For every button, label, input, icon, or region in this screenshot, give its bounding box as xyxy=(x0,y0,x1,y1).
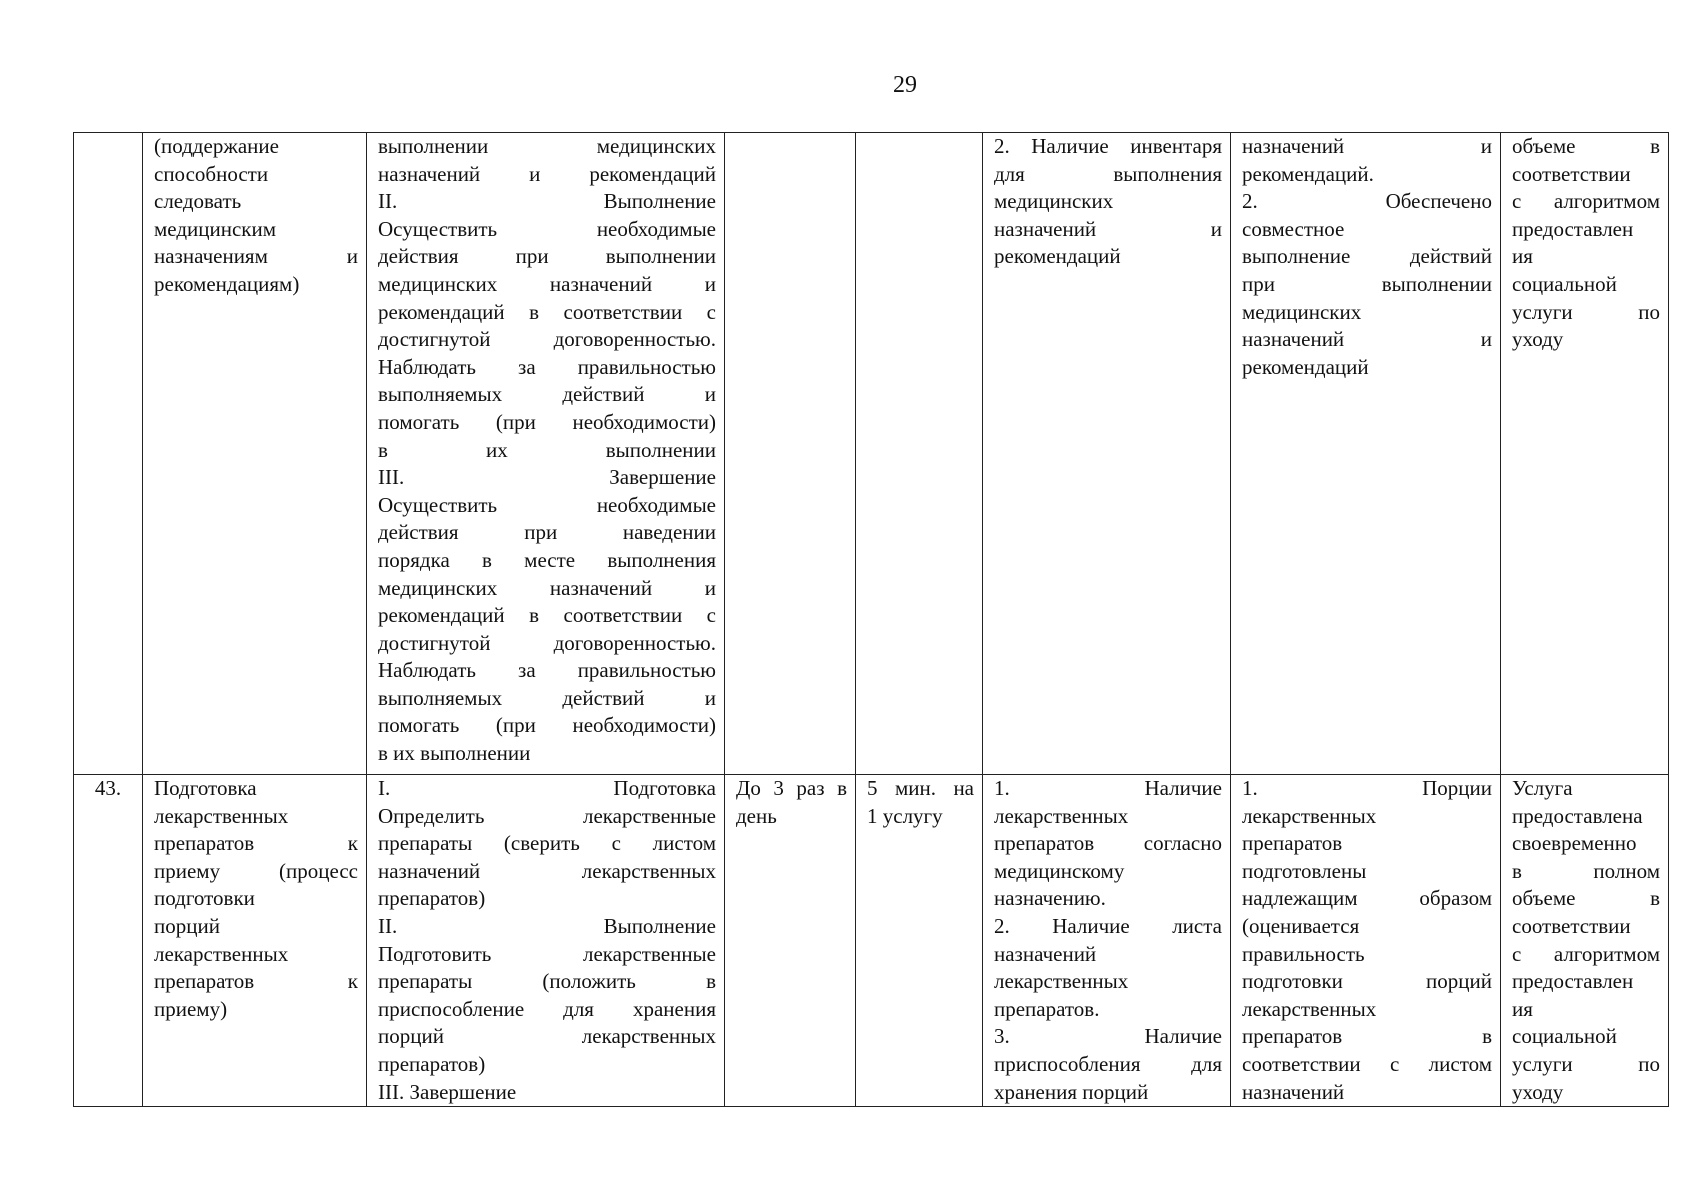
cell-line: надлежащим образом xyxy=(1242,886,1492,911)
cell-line: своевременно xyxy=(1512,831,1637,856)
cell-line: назначению. xyxy=(994,886,1106,911)
cell-line: действия при наведении xyxy=(378,520,716,545)
cell-line: препаратов в xyxy=(1242,1024,1492,1049)
cell-line: I. Подготовка xyxy=(378,776,716,800)
cell-line: 3. Наличие xyxy=(994,1024,1222,1049)
cell-line: лекарственных xyxy=(994,803,1129,828)
cell-line: II. Выполнение xyxy=(378,189,716,214)
cell-line: в их выполнении xyxy=(378,741,531,766)
cell-line: приспособления для xyxy=(994,1051,1222,1076)
cell-conditions xyxy=(983,775,1231,1107)
cell-line: рекомендаций xyxy=(994,244,1121,269)
cell-line: 1 услугу xyxy=(867,803,943,828)
cell-line: объеме в xyxy=(1512,886,1660,911)
cell-line: (оценивается xyxy=(1242,913,1360,938)
cell-line: достигнутой договоренностью. xyxy=(378,327,716,352)
cell-number xyxy=(74,133,143,775)
cell-line: назначений xyxy=(994,941,1097,966)
cell-line: подготовки xyxy=(154,886,255,911)
cell-line: ия xyxy=(1512,244,1533,269)
cell-line: с алгоритмом xyxy=(1512,189,1660,214)
cell-periodicity xyxy=(725,775,856,1107)
cell-line: назначений и xyxy=(994,216,1222,241)
table-row xyxy=(74,775,1669,1107)
cell-line: хранения порций xyxy=(994,1079,1149,1104)
cell-line: выполняемых действий и xyxy=(378,382,716,407)
cell-line: Осуществить необходимые xyxy=(378,492,716,517)
cell-evaluation xyxy=(1501,775,1669,1107)
services-table xyxy=(73,132,1669,1107)
cell-line: препаратов. xyxy=(994,996,1100,1021)
cell-line: Осуществить необходимые xyxy=(378,216,716,241)
cell-line: 1. Порции xyxy=(1242,776,1492,800)
cell-line: с алгоритмом xyxy=(1512,941,1660,966)
cell-duration xyxy=(856,775,983,1107)
cell-line: предоставлен xyxy=(1512,216,1634,241)
cell-line: день xyxy=(736,803,777,828)
cell-service-name xyxy=(143,133,367,775)
cell-line: назначений xyxy=(1242,1079,1345,1104)
cell-number: 43. xyxy=(74,775,143,1107)
cell-line: лекарственных xyxy=(154,941,289,966)
cell-procedure xyxy=(367,133,725,775)
cell-line: подготовки порций xyxy=(1242,969,1492,994)
cell-line: препаратов xyxy=(1242,831,1343,856)
cell-line: 2. Наличие листа xyxy=(994,913,1222,938)
cell-line: медицинских xyxy=(994,189,1114,214)
cell-line: порций xyxy=(154,913,220,938)
cell-line: приспособление для хранения xyxy=(378,996,716,1021)
cell-line: в полном xyxy=(1512,858,1660,883)
cell-line: в их выполнении xyxy=(378,437,716,462)
cell-line: медицинских xyxy=(1242,299,1362,324)
cell-service-name xyxy=(143,775,367,1107)
cell-line: объеме в xyxy=(1512,134,1660,158)
cell-line: соответствии xyxy=(1512,913,1631,938)
cell-line: рекомендаций в соответствии с xyxy=(378,299,716,324)
cell-line: приему) xyxy=(154,996,228,1021)
cell-line: (поддержание xyxy=(154,134,279,158)
cell-line: медицинских назначений и xyxy=(378,271,716,296)
cell-line: препаратов к xyxy=(154,969,358,994)
cell-line: услуги по xyxy=(1512,299,1660,324)
cell-line: выполняемых действий и xyxy=(378,685,716,710)
cell-line: совместное xyxy=(1242,216,1345,241)
cell-line: услуги по xyxy=(1512,1051,1660,1076)
cell-line: выполнение действий xyxy=(1242,244,1492,269)
cell-line: предоставлена xyxy=(1512,803,1643,828)
cell-line: Подготовить лекарственные xyxy=(378,941,716,966)
cell-line: До 3 раз в xyxy=(736,776,847,800)
cell-line: рекомендаций. xyxy=(1242,161,1374,186)
cell-line: социальной xyxy=(1512,271,1617,296)
cell-line: правильность xyxy=(1242,941,1365,966)
cell-line: назначений и xyxy=(1242,134,1492,158)
cell-line: препаратов) xyxy=(378,886,486,911)
cell-line: II. Выполнение xyxy=(378,913,716,938)
cell-line: достигнутой договоренностью. xyxy=(378,630,716,655)
cell-line: порций лекарственных xyxy=(378,1024,716,1049)
cell-line: Наблюдать за правильностью xyxy=(378,354,716,379)
cell-line: препараты (сверить с листом xyxy=(378,831,716,856)
cell-line: лекарственных xyxy=(154,803,289,828)
cell-line: при выполнении xyxy=(1242,271,1492,296)
cell-line: помогать (при необходимости) xyxy=(378,409,716,434)
cell-line: медицинских назначений и xyxy=(378,575,716,600)
cell-line: 1. Наличие xyxy=(994,776,1222,800)
cell-line: способности xyxy=(154,161,269,186)
cell-duration xyxy=(856,133,983,775)
cell-line: Подготовка xyxy=(154,776,257,800)
cell-line: Услуга xyxy=(1512,776,1573,800)
cell-line: лекарственных xyxy=(994,969,1129,994)
cell-line: уходу xyxy=(1512,327,1564,352)
cell-line: предоставлен xyxy=(1512,969,1634,994)
cell-line: назначений лекарственных xyxy=(378,858,716,883)
cell-line: назначениям и xyxy=(154,244,358,269)
cell-line: рекомендаций xyxy=(1242,354,1369,379)
cell-line: соответствии xyxy=(1512,161,1631,186)
cell-line: препаратов к xyxy=(154,831,358,856)
cell-conditions xyxy=(983,133,1231,775)
cell-indicators xyxy=(1231,775,1501,1107)
cell-line: следовать xyxy=(154,189,242,214)
cell-line: для выполнения xyxy=(994,161,1222,186)
cell-line: назначений и рекомендаций xyxy=(378,161,716,186)
cell-indicators xyxy=(1231,133,1501,775)
cell-line: III. Завершение xyxy=(378,465,716,490)
cell-line: рекомендаций в соответствии с xyxy=(378,603,716,628)
cell-line: препаратов согласно xyxy=(994,831,1222,856)
cell-line: препараты (положить в xyxy=(378,969,716,994)
cell-line: 2. Обеспечено xyxy=(1242,189,1492,214)
cell-line: Наблюдать за правильностью xyxy=(378,658,716,683)
cell-line: социальной xyxy=(1512,1024,1617,1049)
cell-line: медицинским xyxy=(154,216,277,241)
cell-line: III. Завершение xyxy=(378,1079,517,1104)
cell-line: медицинскому xyxy=(994,858,1125,883)
cell-line: помогать (при необходимости) xyxy=(378,713,716,738)
cell-line: порядка в месте выполнения xyxy=(378,547,716,572)
cell-line: 2. Наличие инвентаря xyxy=(994,134,1222,158)
cell-periodicity xyxy=(725,133,856,775)
cell-line: лекарственных xyxy=(1242,996,1377,1021)
cell-line: лекарственных xyxy=(1242,803,1377,828)
cell-line: рекомендациям) xyxy=(154,271,300,296)
cell-line: действия при выполнении xyxy=(378,244,716,269)
table-row xyxy=(74,133,1669,775)
cell-line: выполнении медицинских xyxy=(378,134,716,158)
cell-line: ия xyxy=(1512,996,1533,1021)
cell-evaluation xyxy=(1501,133,1669,775)
cell-line: препаратов) xyxy=(378,1051,486,1076)
cell-line: приему (процесс xyxy=(154,858,358,883)
cell-line: 5 мин. на xyxy=(867,776,974,800)
cell-line: соответствии с листом xyxy=(1242,1051,1492,1076)
cell-line: подготовлены xyxy=(1242,858,1367,883)
cell-procedure xyxy=(367,775,725,1107)
cell-line: Определить лекарственные xyxy=(378,803,716,828)
cell-line: уходу xyxy=(1512,1079,1564,1104)
cell-line: назначений и xyxy=(1242,327,1492,352)
page-number: 29 xyxy=(893,72,917,98)
